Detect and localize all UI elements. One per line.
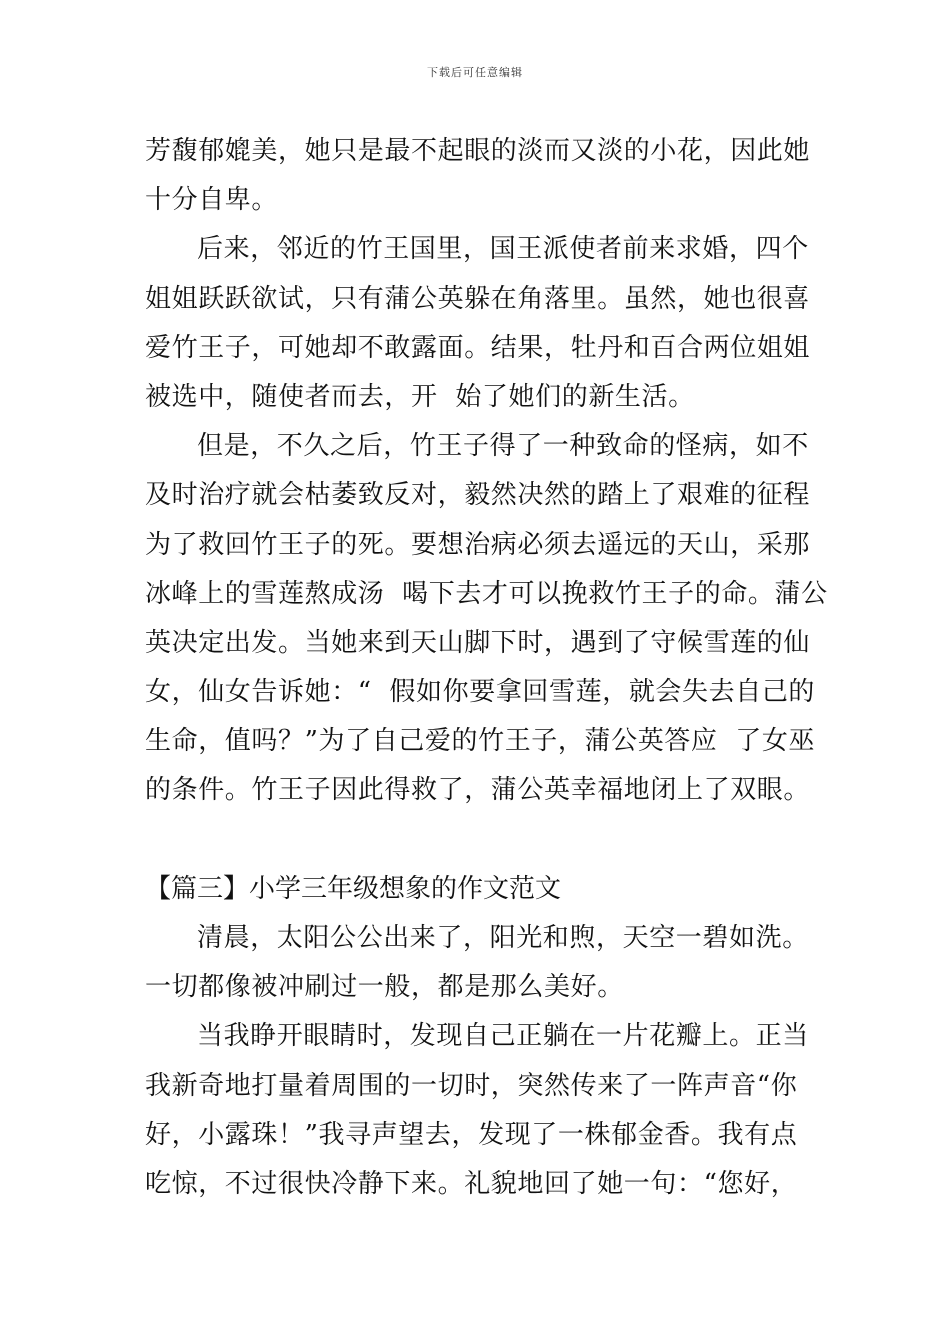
text-line: 女，仙女告诉她：“ 假如你要拿回雪莲，就会失去自己的	[145, 677, 816, 708]
text-line: 及时治疗就会枯萎致反对，毅然决然的踏上了艰难的征程	[145, 480, 811, 511]
text-line: 被选中，随使者而去，开 始了她们的新生活。	[145, 381, 695, 412]
section-spacer	[145, 816, 810, 865]
section-title: 【篇三】小学三年级想象的作文范文	[145, 873, 562, 904]
text-line: 芳馥郁媲美，她只是最不起眼的淡而又淡的小花，因此她	[145, 136, 811, 166]
text-line: 好，小露珠！”我寻声望去，发现了一株郁金香。我有点	[145, 1119, 798, 1150]
text-line: 为了救回竹王子的死。要想治病必须去遥远的天山，采那	[145, 529, 811, 560]
text-line: 的条件。竹王子因此得救了，蒲公英幸福地闭上了双眼。	[145, 775, 811, 806]
text-line: 冰峰上的雪莲熬成汤 喝下去才可以挽救竹王子的命。蒲公	[145, 578, 828, 609]
text-line: 十分自卑。	[145, 185, 279, 216]
text-line: 爱竹王子，可她却不敢露面。结果，牡丹和百合两位姐姐	[145, 332, 811, 363]
text-line: 后来，邻近的竹王国里，国王派使者前来求婚，四个	[197, 234, 809, 265]
text-line: 英决定出发。当她来到天山脚下时，遇到了守候雪莲的仙	[145, 627, 811, 658]
text-line: 我新奇地打量着周围的一切时，突然传来了一阵声音“你	[145, 1070, 798, 1101]
page-header: 下载后可任意编辑	[427, 66, 523, 79]
text-line: 清晨，太阳公公出来了，阳光和煦，天空一碧如洗。	[197, 923, 809, 953]
document-body	[145, 127, 828, 1209]
text-line: 当我睁开眼睛时，发现自己正躺在一片花瓣上。正当	[197, 1021, 809, 1052]
text-line: 姐姐跃跃欲试，只有蒲公英躲在角落里。虽然，她也很喜	[145, 283, 811, 314]
text-line: 生命，值吗？”为了自己爱的竹王子，蒲公英答应 了女巫	[145, 726, 816, 757]
text-line: 吃惊，不过很快冷静下来。礼貌地回了她一句：“您好，	[145, 1168, 798, 1199]
text-line: 一切都像被冲刷过一般，都是那么美好。	[145, 972, 624, 1003]
text-line: 但是，不久之后，竹王子得了一种致命的怪病，如不	[197, 431, 809, 462]
